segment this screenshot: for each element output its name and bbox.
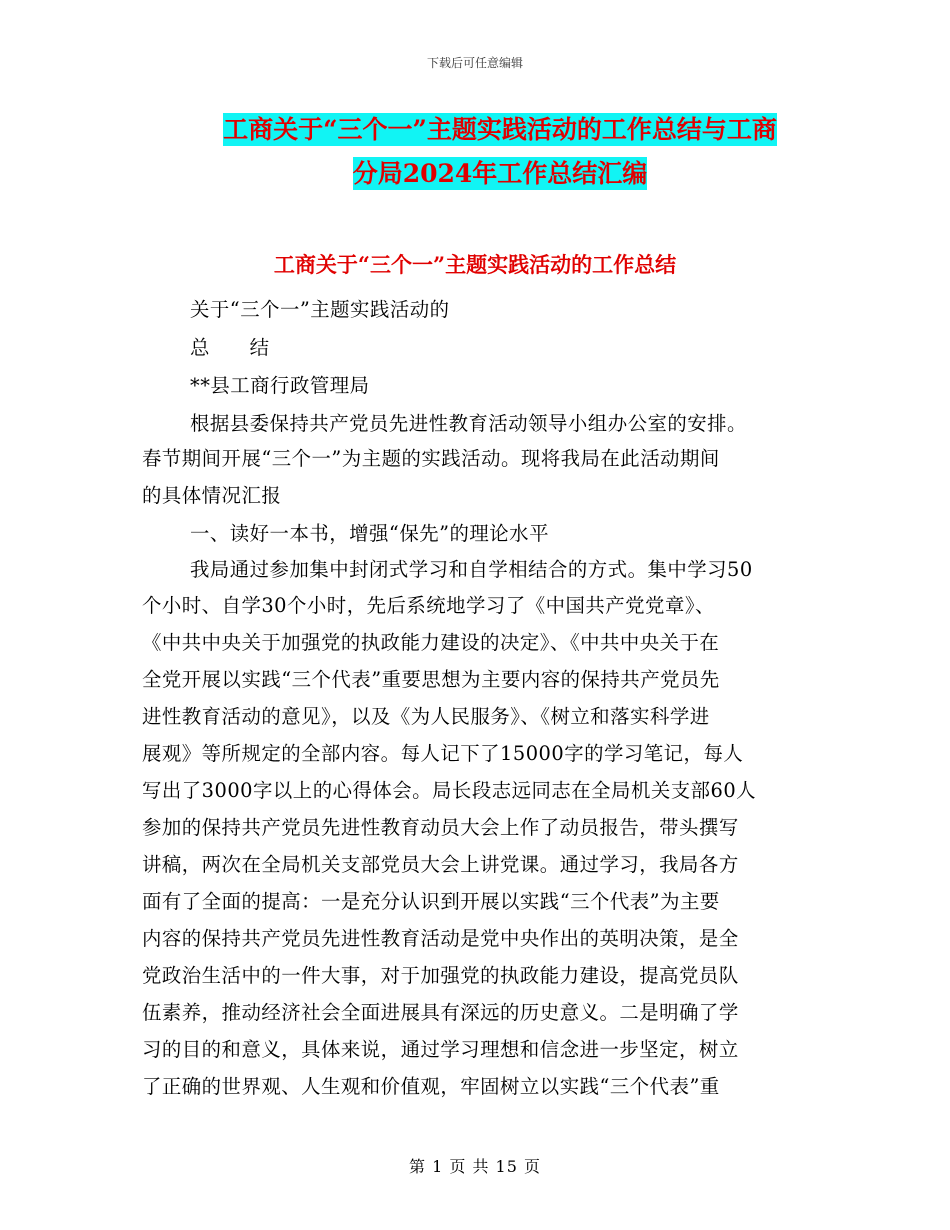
body-line: 总 结 — [190, 336, 270, 359]
document-title-line-1 — [110, 114, 890, 146]
body-line: 参加的保持共产党员先进性教育动员大会上作了动员报告，带头撰写 — [142, 816, 739, 839]
page-number: 第 1 页 共 15 页 — [409, 1157, 541, 1176]
body-line: 进性教育活动的意见》，以及《为人民服务》、《树立和落实科学进 — [142, 705, 710, 728]
body-line: 个小时、自学30个小时，先后系统地学习了《中国共产党党章》、 — [142, 594, 715, 617]
header-note: 下载后可任意编辑 — [426, 56, 523, 70]
body-line: **县工商行政管理局 — [190, 374, 370, 397]
body-line: 伍素养，推动经济社会全面进展具有深远的历史意义。二是明确了学 — [142, 1001, 739, 1024]
document-title-text-1: 工商关于“三个一”主题实践活动的工作总结与工商 — [223, 115, 777, 144]
body-line: 的具体情况汇报 — [142, 484, 282, 507]
body-line: 内容的保持共产党员先进性教育活动是党中央作出的英明决策，是全 — [142, 927, 739, 950]
body-line: 展观》等所规定的全部内容。每人记下了15000字的学习笔记，每人 — [142, 742, 744, 765]
body-line: 一、读好一本书，增强“保先”的理论水平 — [190, 522, 549, 545]
body-line: 党政治生活中的一件大事，对于加强党的执政能力建设，提高党员队 — [142, 964, 739, 987]
body-line: 我局通过参加集中封闭式学习和自学相结合的方式。集中学习50 — [190, 558, 753, 581]
body-line: 春节期间开展“三个一”为主题的实践活动。现将我局在此活动期间 — [142, 447, 720, 470]
body-line: 了正确的世界观、人生观和价值观，牢固树立以实践“三个代表”重 — [142, 1075, 720, 1098]
body-line: 面有了全面的提高：一是充分认识到开展以实践“三个代表”为主要 — [142, 890, 720, 913]
body-line: 关于“三个一”主题实践活动的 — [190, 298, 450, 321]
body-line: 《中共中央关于加强党的执政能力建设的决定》、《中共中央关于在 — [142, 631, 720, 654]
body-line: 根据县委保持共产党员先进性教育活动领导小组办公室的安排。 — [190, 412, 747, 435]
body-line: 全党开展以实践“三个代表”重要思想为主要内容的保持共产党员先 — [142, 668, 720, 691]
document-title-line-2 — [100, 158, 900, 190]
body-line: 写出了3000字以上的心得体会。局长段志远同志在全局机关支部60人 — [142, 779, 757, 802]
body-line: 习的目的和意义，具体来说，通过学习理想和信念进一步坚定，树立 — [142, 1038, 739, 1061]
document-title-text-2: 分局2024年工作总结汇编 — [352, 159, 648, 188]
section-title: 工商关于“三个一”主题实践活动的工作总结 — [273, 252, 677, 277]
body-line: 讲稿，两次在全局机关支部党员大会上讲党课。通过学习，我局各方 — [142, 853, 739, 876]
